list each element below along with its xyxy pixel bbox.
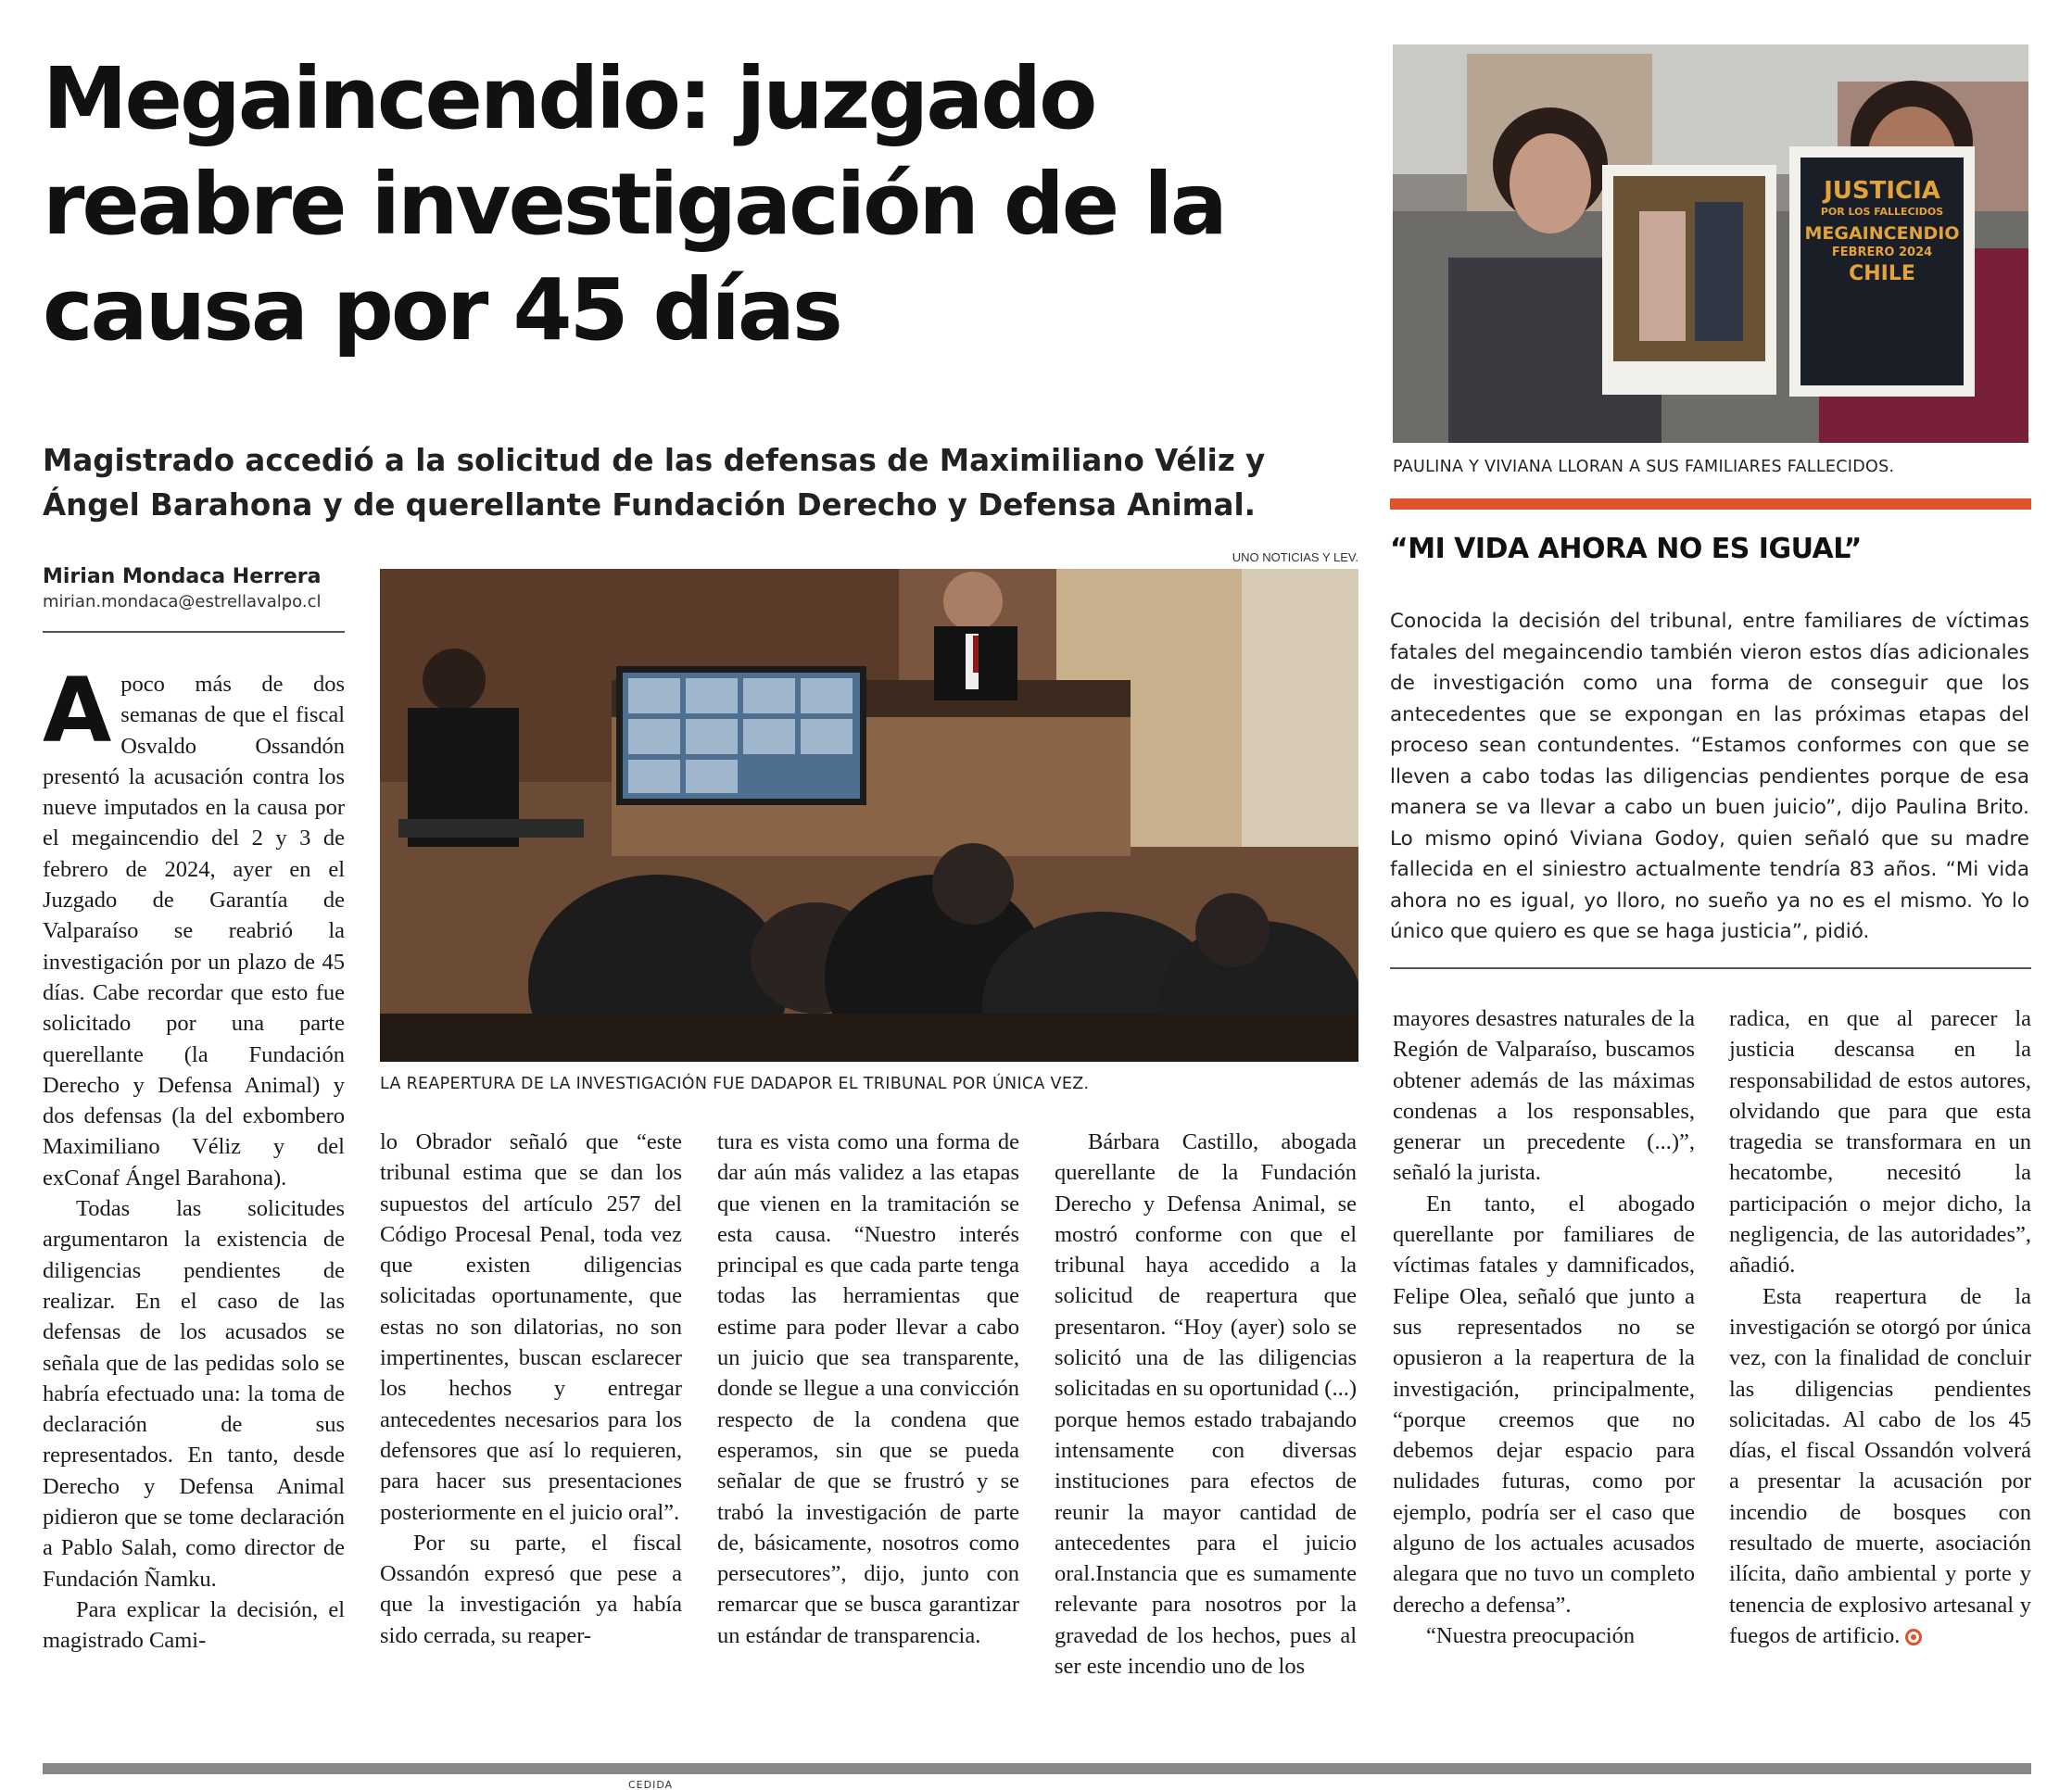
photo-credit: UNO NOTICIAS Y LEV. [1232,550,1358,564]
column-3 [717,1127,1019,1651]
sign-date: FEBRERO 2024 [1831,246,1933,259]
author-email[interactable]: mirian.mondaca@estrellavalpo.cl [43,592,322,611]
col2-paragraph-2: Por su parte, el fiscal Ossandón expresó que pese a que la investigación ya había sido cerrada, su reaper- [380,1530,682,1648]
col1-paragraph-1: poco más de dos semanas de que el fiscal Osvaldo Ossandón presentó la acusación contra los nueve imputados en la causa por el megaincendio del 2 y 3 de febrero de 2024, ayer en el Juzgado de Garantía de Valparaíso se reabrió la investigación por un plazo de 45 días. Cabe recordar que esto fue solicitado por una parte querellante (la Fundación Derecho y Defensa Animal) y dos defensas (la del exbombero Maximiliano Véliz y del exConaf Ángel Barahona). [43,672,345,1191]
main-photo-caption: LA REAPERTURA DE LA INVESTIGACIÓN FUE DADAPOR EL TRIBUNAL POR ÚNICA VEZ. [380,1075,1090,1093]
sign-justicia: JUSTICIA [1824,177,1940,205]
col4-paragraph-1: Bárbara Castillo, abogada querellante de la Fundación Derecho y Defensa Animal, se mostró conforme con que el tribunal haya accedido a la solicitud de reapertura que presentaron. “Hoy (ayer) solo se solicitó una de las diligencias solicitadas en su oportunidad (...) porque hemos estado trabajando intensamente con diversas instituciones para efectos de reunir la mayor cantidad de antecedentes para el juicio oral.Instancia que es sumamente relevante para nosotros por la gravedad de los hechos, pues al ser este incendio uno de los [1055,1129,1357,1680]
page-bottom-rule [43,1763,2031,1774]
drop-cap: A [43,659,112,763]
col6-paragraph-2: Esta reapertura de la investigación se otorgó por única vez, con la finalidad de concluir las diligencias pendientes solicitadas. Al cabo de los 45 días, el fiscal Ossandón volverá a presentar la acusación por incendio de bosques con resultado de muerte, asociación ilícita, daño ambiental y porte y tenencia de explosivo artesanal y fuegos de artificio. [1729,1283,2031,1648]
column-4 [1055,1127,1357,1682]
col1-paragraph-2: Todas las solicitudes argumentaron la existencia de diligencias pendientes de realizar. En el caso de las defensas de los acusados se señala que de las pedidas solo se habría efectuado una: la toma de declaración de sus representados. En tanto, desde Derecho y Defensa Animal pidieron que se tome declaración a Pablo Salah, como director de Fundación Ñamku. [43,1196,345,1592]
sign-fallecidos: POR LOS FALLECIDOS [1820,206,1944,218]
deck-subtitle: Magistrado accedió a la solicitud de las defensas de Maximiliano Véliz y Ángel Barahona y de querellante Fundación Derecho y Defensa Animal. [43,443,1266,523]
courtroom-photo [380,569,1358,1062]
col3-paragraph-1: tura es vista como una forma de dar aún más validez a las etapas que vienen en la tramitación se esta causa. “Nuestro interés principal es que cada parte tenga todas las herramientas que estime para poder llevar a cabo un juicio que sea transparente, donde se llegue a una convicción respecto de la condena que esperamos, sin que se pueda señalar de que se frustró y se trabó la investigación de parte de, básicamente, nosotros como persecutores”, dijo, junto con remarcar que se busca garantizar un estándar de transparencia. [717,1129,1019,1648]
column-2 [380,1127,682,1651]
sidebar-accent-rule [1390,498,2031,510]
column-6 [1729,1003,2031,1651]
column-1 [43,659,345,1657]
col1-paragraph-3: Para explicar la decisión, el magistrado Cami- [43,1596,345,1654]
end-mark-icon [1905,1629,1922,1645]
column-5 [1393,1003,1695,1651]
byline [43,565,348,611]
col5-paragraph-3: “Nuestra preocupación [1426,1622,1636,1648]
family-photo [1393,44,2028,443]
col5-paragraph-2: En tanto, el abogado querellante por familiares de víctimas fatales y damnificados, Felipe Olea, señaló que junto a sus representados no se opusieron a la reapertura de la investigación, principalmente, “porque creemos que no debemos dejar espacio para nulidades futuras, como por ejemplo, podría ser el caso que alguno de los actuales acusados alegara que no tuvo un completo derecho a defensa”. [1393,1191,1695,1618]
sidebar-body: Conocida la decisión del tribunal, entre familiares de víctimas fatales del megaincendio también vieron estos días adicionales de investigación como una forma de conseguir que los antecedentes que se expongan en las próximas etapas del proceso sean contundentes. “Estamos conformes con que se lleven a cabo todas las diligencias pendientes porque de esa manera se va llevar a cabo un buen juicio”, dijo Paulina Brito. Lo mismo opinó Viviana Godoy, quien señaló que su madre fallecida en el siniestro actualmente tendría 83 años. “Mi vida ahora no es igual, yo lloro, no sueño ya no es el mismo. Yo lo único que quiero es que se haga justicia”, pidió. [1390,610,2029,943]
author-name: Mirian Mondaca Herrera [43,565,322,588]
family-photo-caption: PAULINA Y VIVIANA LLORAN A SUS FAMILIARES FALLECIDOS. [1393,458,1895,476]
byline-divider [43,631,345,633]
headline: Megaincendio: juzgado reabre investigación de la causa por 45 días [43,49,1225,359]
col6-paragraph-2-wrap [1729,1281,2031,1652]
col2-paragraph-1: lo Obrador señaló que “este tribunal estima que se dan los supuestos del artículo 257 del Código Procesal Penal, toda vez que existen diligencias solicitadas oportunamente, que estas no son dilatorias, no son impertinentes, buscan esclarecer los hechos y entregar antecedentes necesarios para los defensores que así lo requieren, para hacer sus presentaciones posteriormente en el juicio oral”. [380,1129,682,1525]
sidebar-title: “MI VIDA AHORA NO ES IGUAL” [1390,533,1862,565]
sidebar-divider [1390,967,2031,969]
footer-label: CEDIDA [628,1779,674,1790]
sign-megaincendio: MEGAINCENDIO [1804,223,1960,244]
sign-chile: CHILE [1849,262,1915,285]
col6-paragraph-1: radica, en que al parecer la justicia descansa en la responsabilidad de estos autores, olvidando que para que esta tragedia se transformara en un hecatombe, necesitó la participación o mejor dicho, la negligencia, de las autoridades”, añadió. [1729,1006,2031,1279]
col5-paragraph-1: mayores desastres naturales de la Región de Valparaíso, buscamos obtener además de las máximas condenas a los responsables, generar un precedente (...)”, señaló la jurista. [1393,1006,1695,1186]
